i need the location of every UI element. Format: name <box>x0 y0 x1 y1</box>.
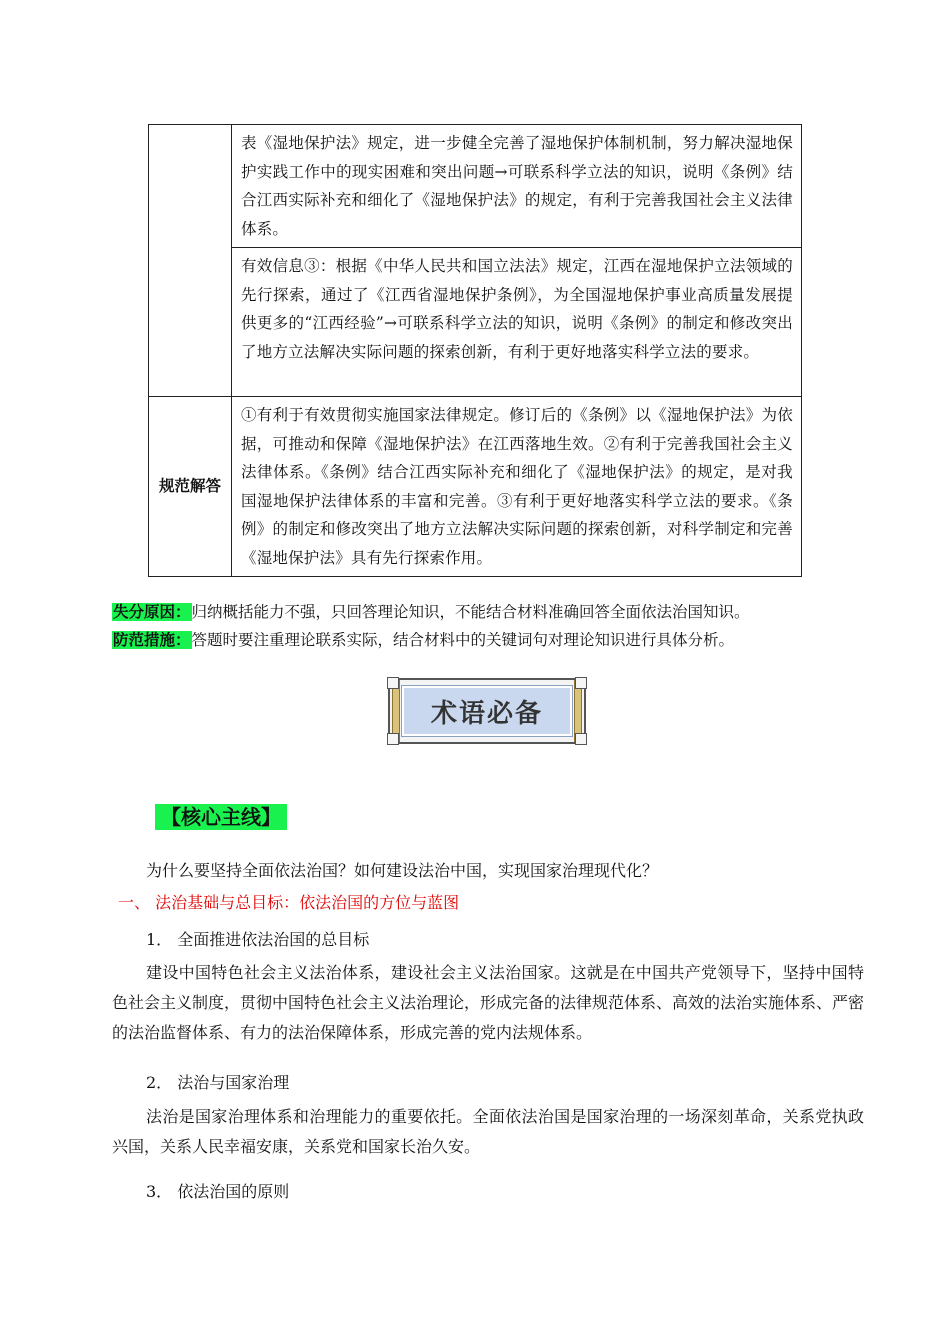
item-3-title: 3． 依法治国的原则 <box>146 1182 290 1201</box>
core-question: 为什么要坚持全面依法治国？如何建设法治中国，实现国家治理现代化？ <box>146 861 659 880</box>
terms-banner <box>388 678 586 744</box>
prevention-label: 防范措施： <box>113 631 191 649</box>
loss-reason-line <box>112 600 750 624</box>
item-1-text: 建设中国特色社会主义法治体系，建设社会主义法治国家。这就是在中国共产党领导下，坚持中国特色社会主义制度，贯彻中国特色社会主义法治理论，形成完备的法律规范体系、高效的法治实施体系、严密的法治监督体系、有力的法治保障体系，形成完善的党内法规体系。 <box>112 963 865 1042</box>
row-label-empty <box>149 125 232 397</box>
item-2-title: 2． 法治与国家治理 <box>146 1073 290 1092</box>
table-cell-info-continued: 表《湿地保护法》规定，进一步健全完善了湿地保护体制机制，努力解决湿地保护实践工作中的现实困难和突出问题→可联系科学立法的知识，说明《条例》结合江西实际补充和细化了《湿地保护法》的规定，有利于完善我国社会主义法律体系。 <box>232 125 802 248</box>
table-cell-info-3: 有效信息③：根据《中华人民共和国立法法》规定，江西在湿地保护立法领域的先行探索，通过了《江西省湿地保护条例》，为全国湿地保护事业高质量发展提供更多的“江西经验”→可联系科学立法的知识，说明《条例》的制定和修改突出了地方立法解决实际问题的探索创新，有利于更好地落实科学立法的要求。 <box>232 248 802 397</box>
item-2-text: 法治是国家治理体系和治理能力的重要依托。全面依法治国是国家治理的一场深刻革命，关系党执政兴国，关系人民幸福安康，关系党和国家长治久安。 <box>112 1107 864 1156</box>
table-row <box>149 248 802 397</box>
item-1-title: 1． 全面推进依法治国的总目标 <box>146 930 370 949</box>
prevention-line <box>112 628 734 652</box>
table-cell-standard-answer: ①有利于有效贯彻实施国家法律规定。修订后的《条例》以《湿地保护法》为依据，可推动和保障《湿地保护法》在江西落地生效。②有利于完善我国社会主义法律体系。《条例》结合江西实际补充和细化了《湿地保护法》的规定，是对我国湿地保护法律体系的丰富和完善。③有利于更好地落实科学立法的要求。《条例》的制定和修改突出了地方立法解决实际问题的探索创新，对科学制定和完善《湿地保护法》具有先行探索作用。 <box>232 397 802 577</box>
table-row <box>149 125 802 248</box>
loss-reason-label: 失分原因： <box>113 603 191 621</box>
core-mainline-heading: 【核心主线】 <box>155 804 287 830</box>
prevention-text: 答题时要注重理论联系实际，结合材料中的关键词句对理论知识进行具体分析。 <box>191 631 735 649</box>
section-heading-1: 一、 法治基础与总目标：依法治国的方位与蓝图 <box>118 893 460 912</box>
loss-reason-text: 归纳概括能力不强，只回答理论知识，不能结合材料准确回答全面依法治国知识。 <box>191 603 750 621</box>
analysis-table <box>148 124 802 577</box>
row-label-standard-answer: 规范解答 <box>149 397 232 577</box>
banner-title: 术语必备 <box>430 698 543 729</box>
table-row <box>149 397 802 577</box>
